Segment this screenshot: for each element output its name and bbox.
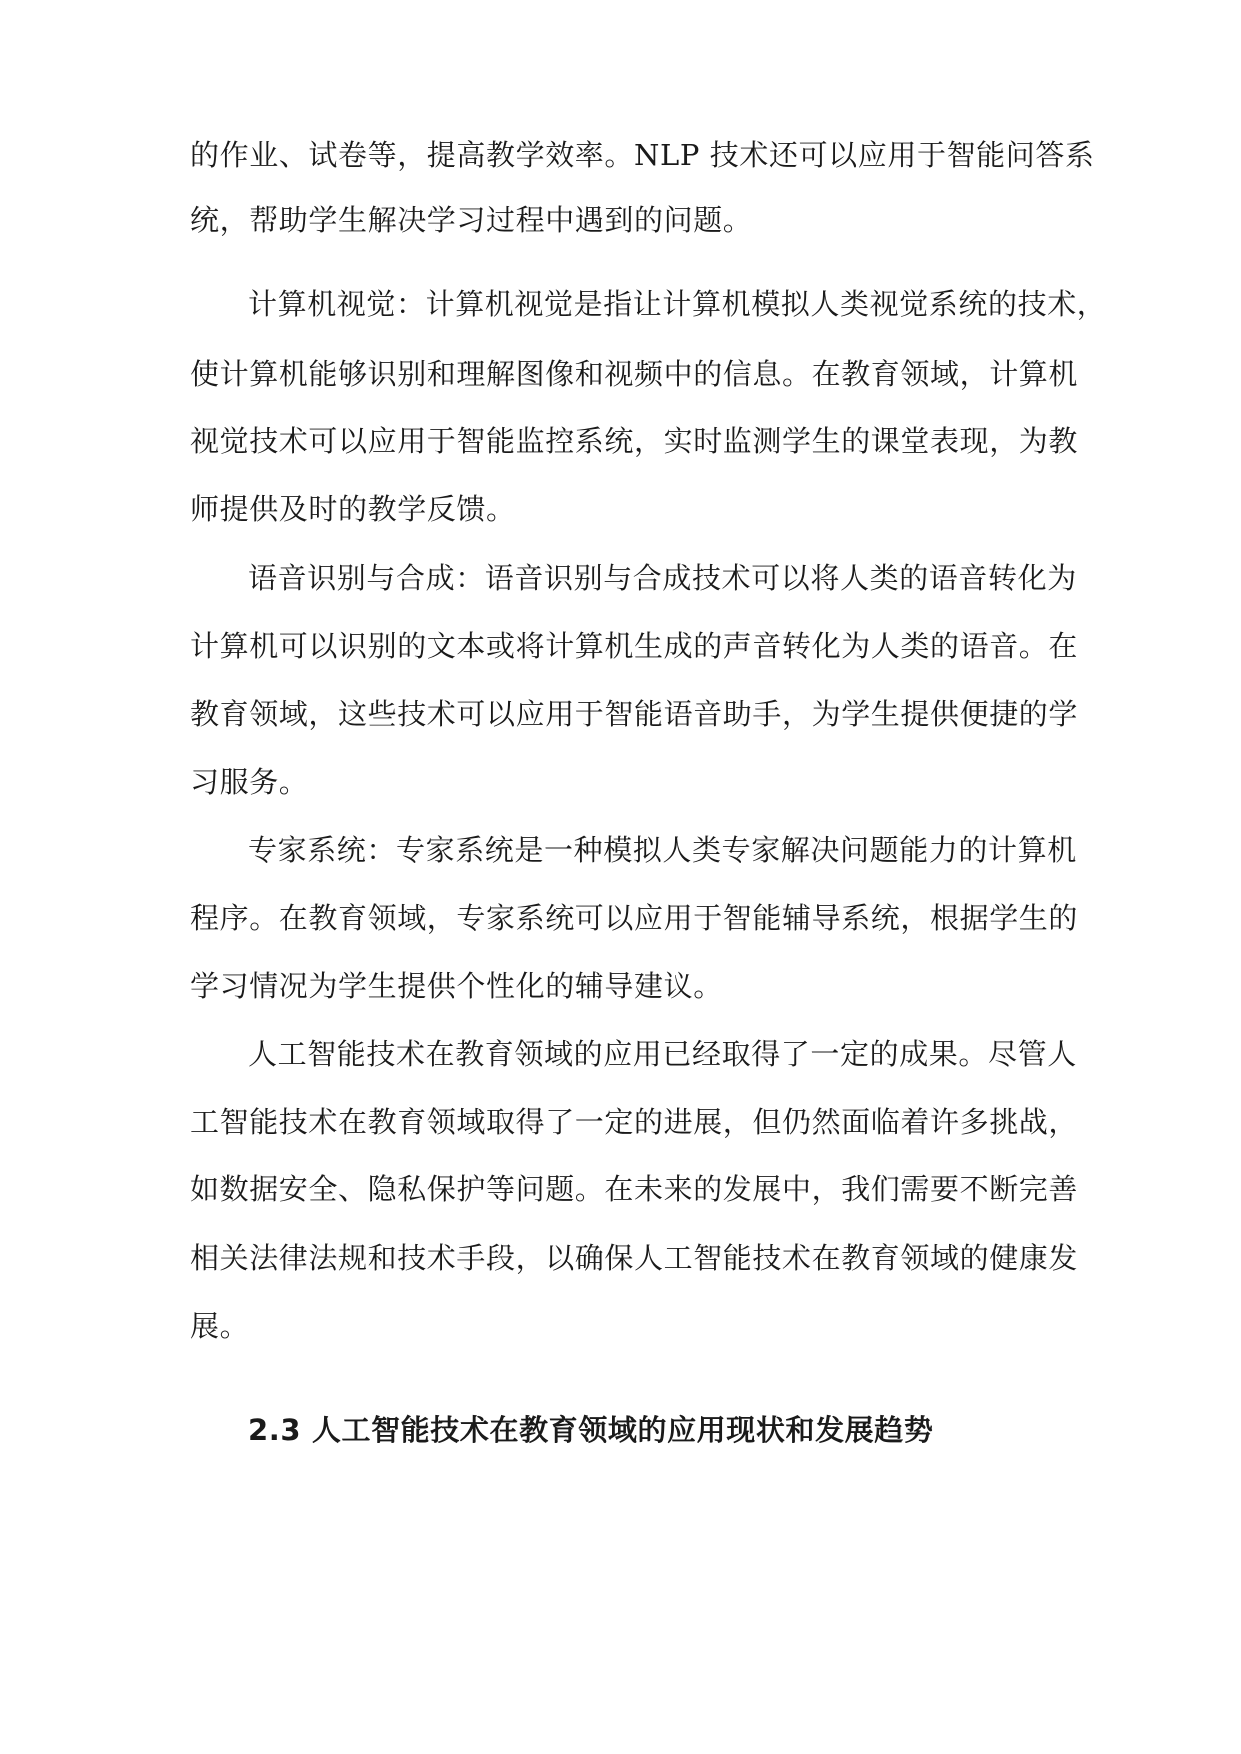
paragraph-line: 工智能技术在教育领域取得了一定的进展，但仍然面临着许多挑战， bbox=[190, 1105, 1079, 1139]
paragraph-line: 师提供及时的教学反馈。 bbox=[190, 492, 516, 526]
paragraph-line: 习服务。 bbox=[190, 765, 309, 799]
paragraph-line: 视觉技术可以应用于智能监控系统，实时监测学生的课堂表现，为教 bbox=[190, 424, 1079, 458]
paragraph-line: 语音识别与合成：语音识别与合成技术可以将人类的语音转化为 bbox=[248, 561, 1077, 595]
paragraph-line: 展。 bbox=[190, 1309, 250, 1343]
paragraph-line: 使计算机能够识别和理解图像和视频中的信息。在教育领域，计算机 bbox=[190, 357, 1079, 391]
paragraph-line: 专家系统：专家系统是一种模拟人类专家解决问题能力的计算机 bbox=[248, 833, 1077, 867]
paragraph-line: 计算机视觉：计算机视觉是指让计算机模拟人类视觉系统的技术， bbox=[248, 287, 1107, 321]
section-heading: 2.3 人工智能技术在教育领域的应用现状和发展趋势 bbox=[248, 1413, 934, 1447]
paragraph-line: 的作业、试卷等，提高教学效率。NLP 技术还可以应用于智能问答系 bbox=[190, 138, 1095, 172]
paragraph-line: 教育领域，这些技术可以应用于智能语音助手，为学生提供便捷的学 bbox=[190, 697, 1079, 731]
paragraph-line: 程序。在教育领域，专家系统可以应用于智能辅导系统，根据学生的 bbox=[190, 901, 1079, 935]
paragraph-line: 学习情况为学生提供个性化的辅导建议。 bbox=[190, 969, 723, 1003]
paragraph-line: 如数据安全、隐私保护等问题。在未来的发展中，我们需要不断完善 bbox=[190, 1172, 1079, 1206]
paragraph-line: 相关法律法规和技术手段，以确保人工智能技术在教育领域的健康发 bbox=[190, 1241, 1079, 1275]
paragraph-line: 计算机可以识别的文本或将计算机生成的声音转化为人类的语音。在 bbox=[190, 629, 1079, 663]
paragraph-line: 统，帮助学生解决学习过程中遇到的问题。 bbox=[190, 203, 753, 237]
paragraph-line: 人工智能技术在教育领域的应用已经取得了一定的成果。尽管人 bbox=[248, 1037, 1077, 1071]
